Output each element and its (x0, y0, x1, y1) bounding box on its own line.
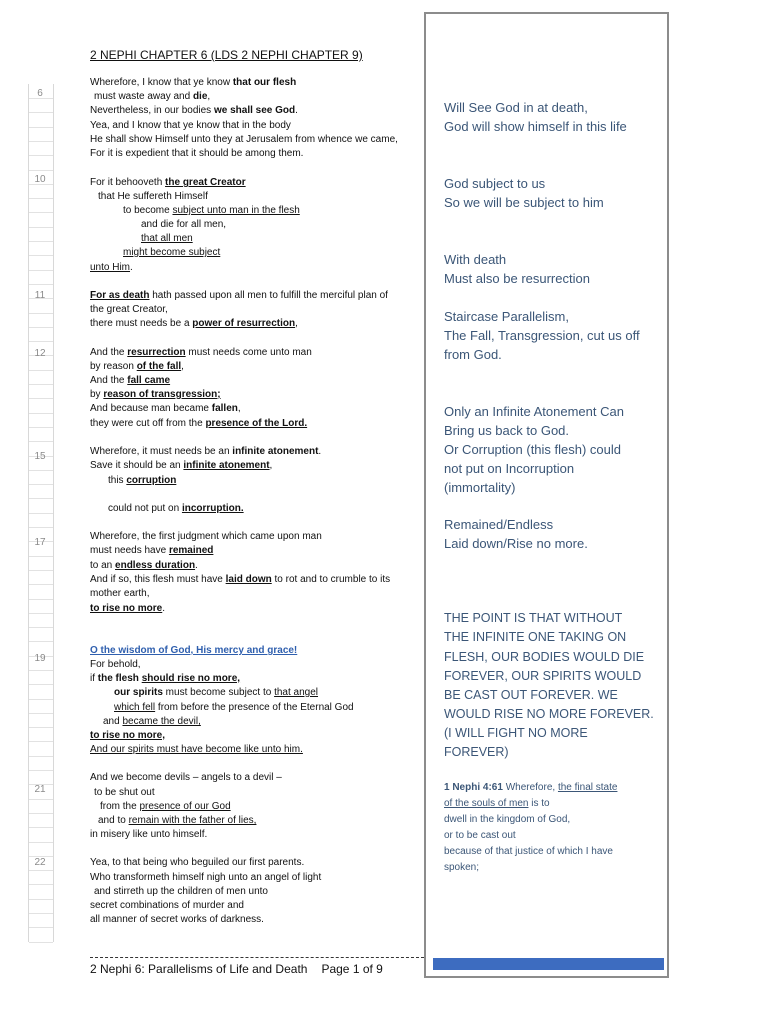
text-line: He shall show Himself unto they at Jerusalem from whence we came, (90, 134, 398, 145)
gutter-line (29, 170, 53, 171)
gutter-line (29, 684, 53, 685)
gutter-line (29, 212, 53, 213)
text-line: unto Him. (90, 262, 133, 273)
page-number: Page 1 of 9 (321, 962, 383, 976)
gutter-line (29, 884, 53, 885)
cross-reference: dwell in the kingdom of God, (444, 814, 571, 825)
text-line: which fell from before the presence of the Eternal God (114, 702, 354, 713)
text-line: Save it should be an infinite atonement, (90, 460, 273, 471)
gutter-line (29, 127, 53, 128)
side-note: Will See God in at death, (444, 100, 588, 115)
text-line: For behold, (90, 659, 141, 670)
text-line: and to remain with the father of lies, (98, 815, 257, 826)
text-line: that He suffereth Himself (98, 191, 208, 202)
side-note-caps: THE POINT IS THAT WITHOUT (444, 611, 623, 625)
gutter-line (29, 813, 53, 814)
gutter-line (29, 799, 53, 800)
side-note: Bring us back to God. (444, 423, 570, 438)
gutter-line (29, 770, 53, 771)
page-title: 2 NEPHI CHAPTER 6 (LDS 2 NEPHI CHAPTER 9) (90, 48, 363, 62)
gutter-line (29, 270, 53, 271)
text-line: to be shut out (94, 787, 155, 798)
text-line: Yea, and I know that ye know that in the body (90, 120, 291, 131)
gutter-line (29, 384, 53, 385)
text-line: For as death hath passed upon all men to fulfill the merciful plan of (90, 290, 388, 301)
cross-reference: or to be cast out (444, 830, 516, 841)
text-line: secret combinations of murder and (90, 900, 244, 911)
side-note: So we will be subject to him (444, 195, 604, 210)
gutter-line (29, 756, 53, 757)
gutter-line (29, 942, 53, 943)
gutter-line (29, 842, 53, 843)
gutter-line (29, 255, 53, 256)
text-line: Wherefore, I know that ye know that our flesh (90, 77, 297, 88)
page-footer (90, 962, 383, 976)
text-line: there must needs be a power of resurrection, (90, 318, 298, 329)
verse-number-gutter (28, 84, 54, 942)
text-line: in misery like unto himself. (90, 829, 208, 840)
gutter-line (29, 827, 53, 828)
text-line: For it is expedient that it should be among them. (90, 148, 304, 159)
cross-reference: spoken; (444, 862, 480, 873)
cross-reference: 1 Nephi 4:61 Wherefore, the final state (444, 782, 618, 793)
text-line: Wherefore, the first judgment which came upon man (90, 531, 322, 542)
text-line: to become subject unto man in the flesh (123, 205, 300, 216)
verse-number: 10 (34, 174, 46, 185)
gutter-line (29, 341, 53, 342)
text-line: and became the devil, (103, 716, 201, 727)
gutter-line (29, 556, 53, 557)
text-line: our spirits must become subject to that angel (114, 687, 319, 698)
gutter-line (29, 413, 53, 414)
text-line: For it behooveth the great Creator (90, 177, 246, 188)
text-line: and die for all men, (141, 219, 227, 230)
gutter-line (29, 927, 53, 928)
gutter-line (29, 470, 53, 471)
gutter-line (29, 527, 53, 528)
gutter-line (29, 327, 53, 328)
text-line: mother earth, (90, 588, 150, 599)
gutter-line (29, 513, 53, 514)
gutter-line (29, 613, 53, 614)
verse-number: 15 (34, 451, 46, 462)
side-note-caps: FLESH, OUR BODIES WOULD DIE (444, 650, 645, 664)
gutter-line (29, 241, 53, 242)
gutter-line (29, 899, 53, 900)
gutter-line (29, 398, 53, 399)
text-line: by reason of transgression; (90, 389, 221, 400)
text-line: from the presence of our God (100, 801, 231, 812)
side-note: With death (444, 252, 507, 267)
gutter-line (29, 198, 53, 199)
side-note-caps: FOREVER) (444, 745, 509, 759)
side-note: Or Corruption (this flesh) could (444, 442, 622, 457)
gutter-line (29, 112, 53, 113)
text-line: by reason of the fall, (90, 361, 184, 372)
text-line: that all men (141, 233, 193, 244)
gutter-line (29, 641, 53, 642)
text-line: Yea, to that being who beguiled our first parents. (90, 857, 305, 868)
gutter-line (29, 670, 53, 671)
text-line: and stirreth up the children of men unto (94, 886, 268, 897)
side-note-caps: (I WILL FIGHT NO MORE (444, 726, 588, 740)
text-line: to rise no more. (90, 603, 166, 614)
gutter-line (29, 155, 53, 156)
text-line: might become subject (123, 247, 221, 258)
side-note: God subject to us (444, 176, 546, 191)
gutter-line (29, 570, 53, 571)
text-line: the great Creator, (90, 304, 168, 315)
text-line: And we become devils – angels to a devil – (90, 772, 282, 783)
text-line: all manner of secret works of darkness. (90, 914, 264, 925)
verse-number: 17 (34, 537, 46, 548)
verse-number: 11 (34, 290, 46, 301)
text-line: to rise no more, (90, 730, 166, 741)
side-note: Laid down/Rise no more. (444, 536, 588, 551)
text-line: And if so, this flesh must have laid down to rot and to crumble to its (90, 574, 391, 585)
gutter-line (29, 584, 53, 585)
side-note-caps: THE INFINITE ONE TAKING ON (444, 630, 627, 644)
text-line-highlight: O the wisdom of God, His mercy and grace! (90, 645, 298, 656)
side-note-caps: FOREVER, OUR SPIRITS WOULD (444, 669, 642, 683)
side-note: Staircase Parallelism, (444, 309, 569, 324)
gutter-line (29, 370, 53, 371)
gutter-line (29, 870, 53, 871)
side-note: Must also be resurrection (444, 271, 590, 286)
verse-number: 6 (37, 88, 43, 99)
text-line: And because man became fallen, (90, 403, 241, 414)
cross-reference: because of that justice of which I have (444, 846, 613, 857)
text-line: if the flesh should rise no more, (90, 673, 241, 684)
verse-number: 22 (34, 857, 46, 868)
panel-accent-bar (433, 958, 664, 970)
text-line: And our spirits must have become like unto him. (90, 744, 303, 755)
gutter-line (29, 427, 53, 428)
text-line: to an endless duration. (90, 560, 198, 571)
gutter-line (29, 699, 53, 700)
side-note-caps: BE CAST OUT FOREVER. WE (444, 688, 618, 702)
footer-divider (90, 957, 424, 958)
gutter-line (29, 713, 53, 714)
side-note: God will show himself in this life (444, 119, 627, 134)
text-line: must waste away and die, (94, 91, 211, 102)
side-note: The Fall, Transgression, cut us off (444, 328, 640, 343)
gutter-line (29, 484, 53, 485)
gutter-line (29, 313, 53, 314)
side-note: (immortality) (444, 480, 516, 495)
side-note: not put on Incorruption (444, 461, 575, 476)
side-note: Remained/Endless (444, 517, 554, 532)
gutter-line (29, 913, 53, 914)
side-note: from God. (444, 347, 502, 362)
gutter-line (29, 627, 53, 628)
cross-reference: of the souls of men is to (444, 798, 550, 809)
gutter-line (29, 284, 53, 285)
text-line: And the fall came (90, 375, 171, 386)
verse-number: 19 (34, 653, 46, 664)
text-line: they were cut off from the presence of the Lord. (90, 418, 308, 429)
text-line: Wherefore, it must needs be an infinite atonement. (90, 446, 322, 457)
text-line: Who transformeth himself nigh unto an angel of light (90, 872, 322, 883)
footer-title: 2 Nephi 6: Parallelisms of Life and Death (90, 962, 308, 976)
text-line: Nevertheless, in our bodies we shall see God. (90, 105, 298, 116)
text-line: And the resurrection must needs come unto man (90, 347, 312, 358)
gutter-line (29, 727, 53, 728)
text-line: this corruption (108, 475, 177, 486)
gutter-line (29, 498, 53, 499)
side-note-caps: WOULD RISE NO MORE FOREVER. (444, 707, 654, 721)
gutter-line (29, 227, 53, 228)
text-line: could not put on incorruption. (108, 503, 244, 514)
gutter-line (29, 741, 53, 742)
side-note: Only an Infinite Atonement Can (444, 404, 624, 419)
gutter-line (29, 441, 53, 442)
text-line: must needs have remained (90, 545, 214, 556)
gutter-line (29, 599, 53, 600)
gutter-line (29, 141, 53, 142)
verse-number: 21 (34, 784, 46, 795)
verse-number: 12 (34, 348, 46, 359)
